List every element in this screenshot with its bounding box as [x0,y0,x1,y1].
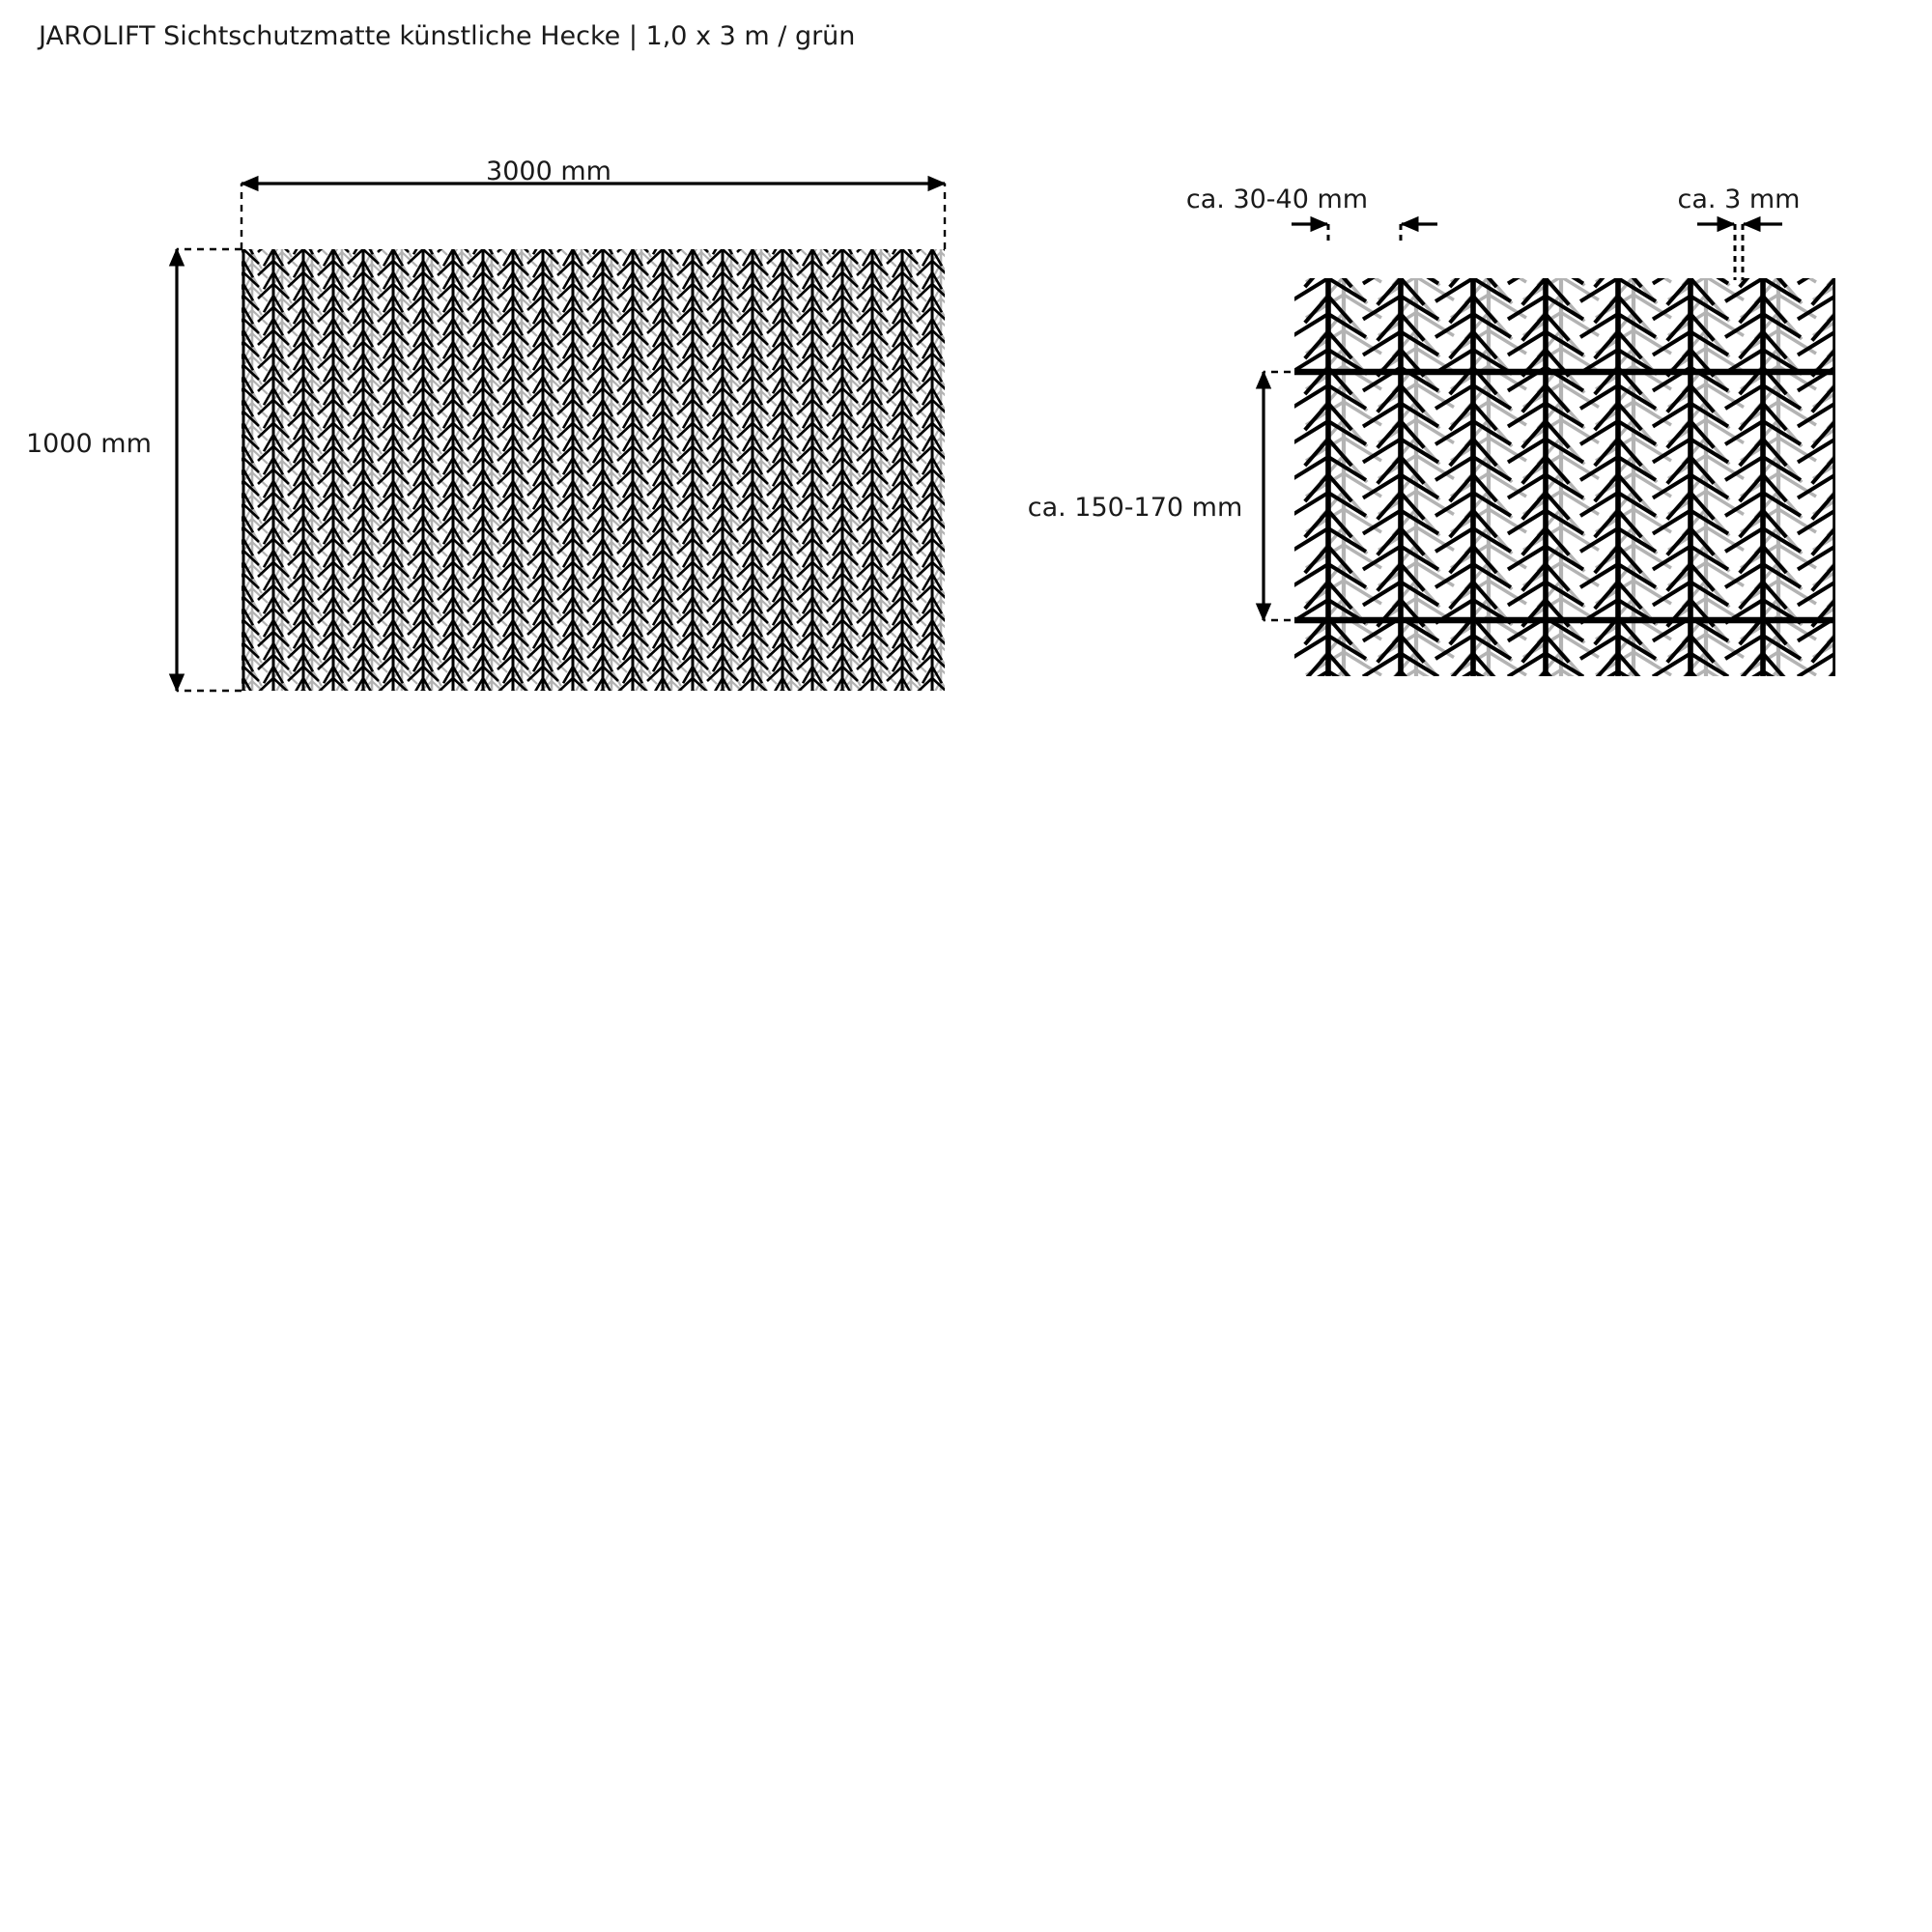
page-title: JAROLIFT Sichtschutzmatte künstliche Hecke | 1,0 x 3 m / grün [39,21,856,51]
leaf-length-dimension-label: ca. 150-170 mm [1027,493,1243,523]
thickness-dimension-label: ca. 3 mm [1677,185,1801,214]
spacing-dimension-label: ca. 30-40 mm [1185,185,1369,214]
height-dimension-label: 1000 mm [26,429,152,459]
width-dimension-label: 3000 mm [486,156,611,186]
